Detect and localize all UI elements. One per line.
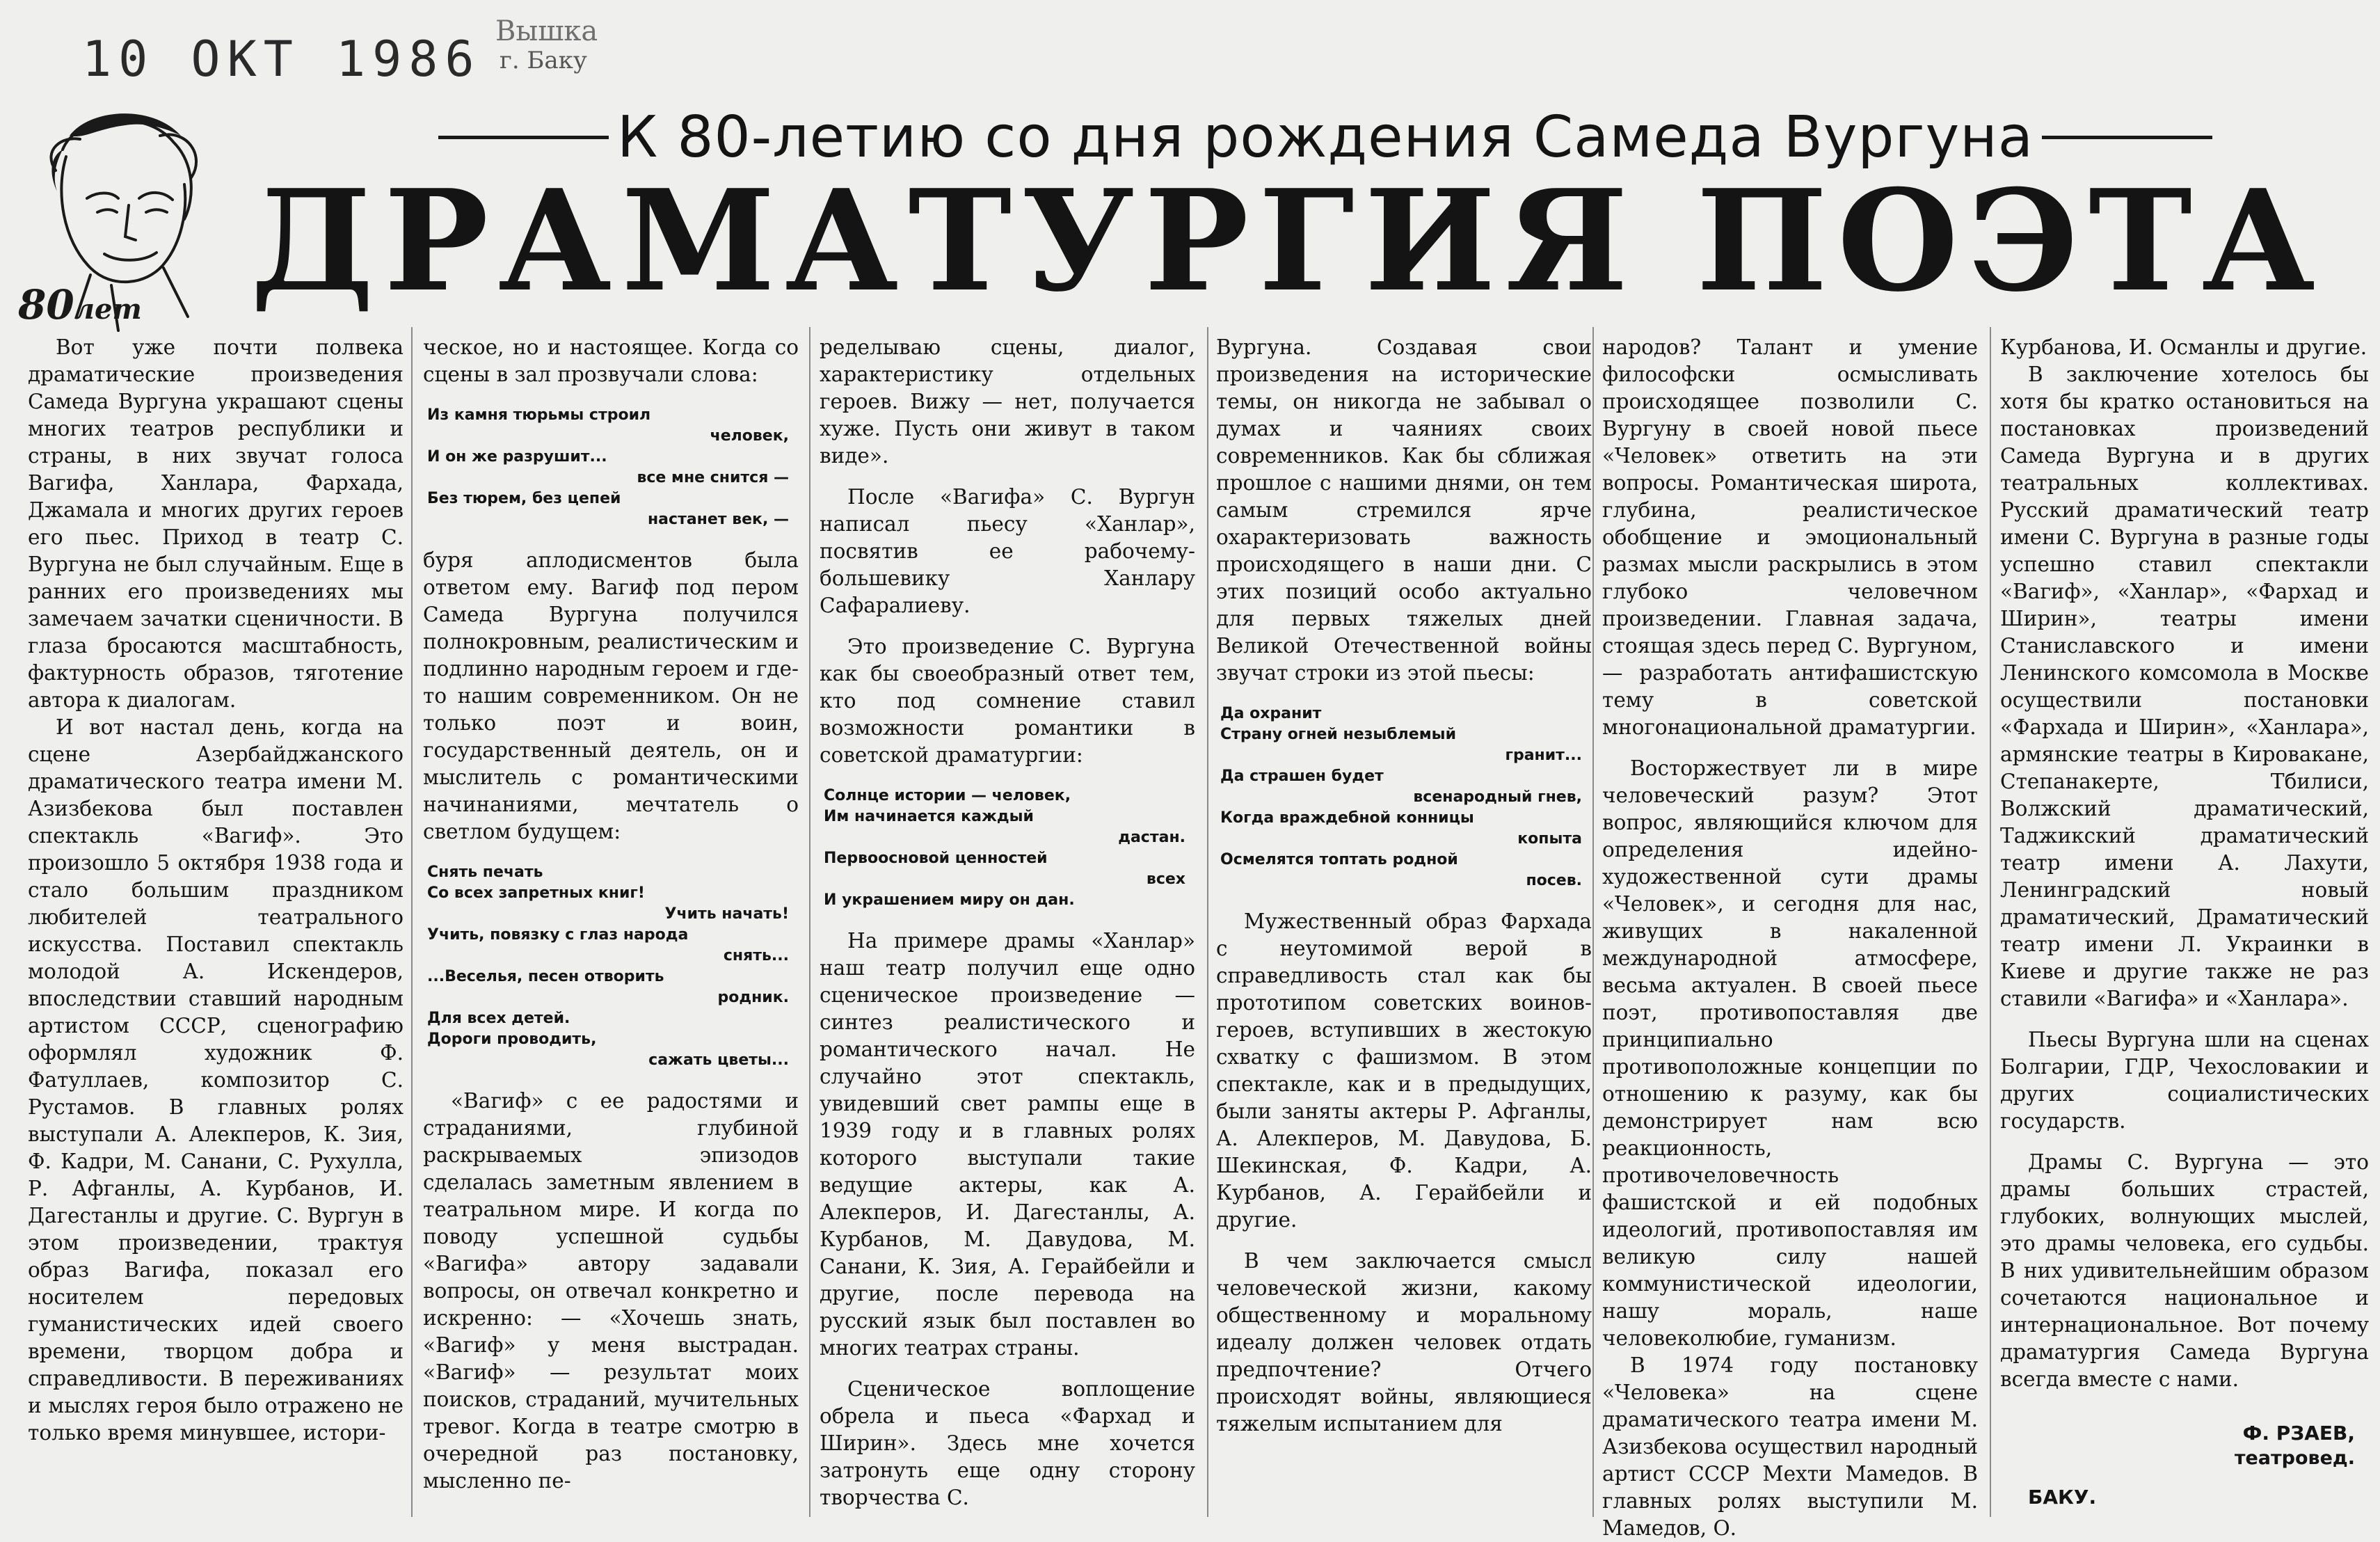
author-signature — [2000, 1421, 2369, 1510]
verse-line: Им начинается каждый — [824, 808, 1034, 825]
verse-line: Учить начать! — [664, 905, 789, 923]
verse-line: Снять печать — [427, 864, 543, 881]
anniversary-emblem — [18, 281, 142, 328]
rubric-text: К 80-летию со дня рождения Самеда Вургуна — [617, 104, 2034, 170]
paragraph: ределываю сцены, диалог, характеристику отдельных героев. Вижу — нет, получается хуже. Пусть они живут в таком виде». — [820, 335, 1195, 468]
newspaper-stamp — [495, 15, 598, 74]
paragraph: После «Вагифа» С. Вургун написал пьесу «Ханлар», посвятив ее рабочему-большевику Ханлару Сафаралиеву. — [820, 485, 1195, 617]
paragraph: Мужественный образ Фархада с неутомимой верой в справедливость стал как бы прототипом советских воинов-героев, вступивших в жестокую схватку с фашизмом. В этом спектакле, как и в предыдущих, были заняты актеры Р. Афганлы, А. Алекперов, М. Давудова, Б. Шекинская, Ф. Кадри, А. Курбанов, А. Герайбейли и другие. — [1216, 909, 1592, 1232]
paragraph: Это произведение С. Вургуна как бы своеобразный ответ тем, кто под сомнение ставил возможности романтики в советской драматургии: — [820, 635, 1195, 767]
newspaper-name: Вышка — [495, 15, 598, 47]
verse-line: человек, — [710, 427, 789, 445]
article-column-6 — [2000, 334, 2369, 1517]
spacer — [2000, 1012, 2369, 1026]
headline: ДРАМАТУРГИЯ ПОЭТА — [250, 159, 2325, 323]
verse-line: посев. — [1526, 872, 1582, 889]
verse-line: ...Веселья, песен отворить — [427, 968, 664, 985]
verse-quote — [427, 862, 799, 1071]
verse-line: И он же разрушит... — [427, 448, 607, 466]
article-column-1 — [28, 334, 404, 1517]
verse-quote — [1220, 704, 1592, 891]
author-name: Ф. РЗАЕВ, — [2242, 1422, 2355, 1445]
paragraph: Драмы С. Вургуна — это драмы больших страстей, глубоких, волнующих мыслей, это драмы человека, его судьбы. В них удивительнейшим образом сочетаются национальное и интернациональное. Вот почему драматургия Самеда Вургуна всегда вместе с нами. — [2000, 1150, 2369, 1391]
paragraph: Вургуна. Создавая свои произведения на исторические темы, он никогда не забывал о думах и чаяниях своих современников. Как бы сближая прошлое с нашими днями, он тем самым стремился ярче охарактеризовать важность происходящего в наши дни. С этих позиций особо актуально для первых тяжелых дней Великой Отечественной войны звучат строки из этой пьесы: — [1216, 335, 1592, 685]
paragraph: В чем заключается смысл человеческой жизни, какому общественному и моральному идеалу должен человек отдать предпочтение? Отчего происходят войны, являющиеся тяжелым испытанием для — [1216, 1249, 1592, 1436]
verse-line: Когда враждебной конницы — [1220, 809, 1474, 827]
verse-line: все мне снится — — [637, 469, 789, 486]
paragraph: Восторжествует ли в мире человеческий разум? Этот вопрос, являющийся ключом для определения идейно-художественной сути драмы «Человек», и сегодня для нас, живущих в накаленной международной атмосфере, весьма актуален. В своей пьесе поэт, противопоставляя две принципиально противоположные концепции по отношению к разуму, как бы демонстрирует нам всю реакционность, противочеловечность фашистской и ей подобных идеологий, противопоставляя им великую силу нашей коммунистической идеологии, нашу мораль, нашe человеколюбие, гуманизм. — [1602, 756, 1978, 1350]
verse-line: сажать цветы... — [648, 1051, 789, 1069]
verse-quote — [824, 786, 1195, 911]
archive-date-stamp: 10 ОКТ 1986 — [82, 31, 481, 88]
verse-line: Осмелятся топтать родной — [1220, 851, 1458, 868]
article-column-4 — [1216, 334, 1592, 1517]
paragraph: Курбанова, И. Османлы и другие. — [2000, 335, 2367, 359]
rubric-dash-right — [2042, 136, 2212, 139]
paragraph: В 1974 году постановку «Человека» на сцене драматического театра имени М. Азизбекова осуществил народный артист СССР Мехти Мамедов. В главных ролях выступили М. Мамедов, О. — [1602, 1353, 1978, 1540]
verse-line: Из камня тюрьмы строил — [427, 406, 651, 424]
verse-line: Страну огней незыблемый — [1220, 726, 1456, 743]
paragraph: На примере драмы «Ханлар» наш театр получил еще одно сценическое произведение — синтез реалистического и романтического начал. Не случайно этот спектакль, увидевший свет рампы еще в 1939 году и в главных ролях которого выступали такие ведущие актеры, как А. Алекперов, И. Дагестанлы, А. Курбанов, М. Давудова, М. Санани, К. Зия, А. Герайбейли и другие, после перевода на русский язык был поставлен во многих театрах страны. — [820, 929, 1195, 1360]
author-role: театровед. — [2234, 1447, 2355, 1469]
paragraph: Пьесы Вургуна шли на сценах Болгарии, ГДР, Чехословакии и других социалистических государств. — [2000, 1028, 2369, 1133]
paragraph: В заключение хотелось бы хотя бы кратко остановиться на постановках произведений Самеда Вургуна и в других театральных коллективах. Русский драматический театр имени С. Вургуна в разные годы успешно ставил спектакли «Вагиф», «Ханлар», «Фархад и Ширин», театры имени Станиславского и имени Ленинского комсомола в Москве осуществили постановки «Фархада и Ширин», «Ханлара», армянские театры в Кировакане, Степанакерте, Тбилиси, Волжский драматический, Таджикский драматический театр имени А. Лахути, Ленинградский новый драматический, Драматический театр имени Л. Украинки в Киеве и другие также не раз ставили «Вагифа» и «Ханлара». — [2000, 363, 2369, 1010]
column-rule — [1592, 327, 1594, 1517]
column-rule — [1207, 327, 1208, 1517]
verse-line: Без тюрем, без цепей — [427, 490, 621, 507]
paragraph: народов? Талант и умение философски осмысливать происходящее позволили С. Вургуну в своей новой пьесе «Человек» ответить на эти вопросы. Романтическая широта, глубина, реалистическое обобщение и эмоциональный размах мысли раскрылись в этом глубоко человечном произведении. Главная задача, стоящая здесь перед С. Вургуном, — разработать антифашистскую тему в советской многонациональной драматургии. — [1602, 335, 1978, 739]
article-column-2 — [423, 334, 799, 1517]
rubric-dash-left — [438, 136, 609, 139]
author-city: БАКУ. — [2028, 1486, 2097, 1509]
column-rule — [1990, 327, 1991, 1517]
verse-line: дастан. — [1118, 829, 1185, 846]
anniversary-number: 80 — [18, 281, 74, 328]
verse-line: всенародный гнев, — [1413, 788, 1582, 806]
paragraph: «Вагиф» с ее радостями и страданиями, глубиной раскрываемых эпизодов сделалась заметным явлением в театральном мире. И когда по поводу успешной судьбы «Вагифа» автору задавали вопросы, он отвечал конкретно и искренно: — «Хочешь знать, «Вагиф» у меня выстрадан. «Вагиф» — результат моих поисков, страданий, мучительных тревог. Когда в театре смотрю в очередной раз постановку, мысленно пе- — [423, 1089, 799, 1493]
verse-line: настанет век, — — [647, 511, 789, 528]
verse-line: всех — [1146, 871, 1185, 888]
paragraph: Вот уже почти полвека драматические произведения Самеда Вургуна украшают сцены многих театров республики и страны, в них звучат голоса Вагифа, Ханлара, Фархада, Джамала и многих других героев его пьес. Приход в театр С. Вургуна не был случайным. Еще в ранних его произведениях мы замечаем зачатки сценичности. В глаза бросаются масштабность, фактурность образов, тяготение автора к диалогам. — [28, 335, 404, 712]
spacer — [820, 1362, 1195, 1376]
verse-line: Для всех детей. — [427, 1010, 570, 1027]
newspaper-city: г. Баку — [500, 47, 587, 74]
spacer — [820, 619, 1195, 633]
verse-line: Первоосновой ценностей — [824, 850, 1048, 867]
verse-line: Солнце истории — человек, — [824, 787, 1071, 804]
verse-line: родник. — [717, 989, 789, 1006]
spacer — [820, 470, 1195, 484]
verse-line: Да охранит — [1220, 705, 1322, 722]
article-column-5 — [1602, 334, 1978, 1540]
paragraph: Сценическое воплощение обрела и пьеса «Фархад и Ширин». Здесь мне хочется затронуть еще одну сторону творчества С. — [820, 1377, 1195, 1509]
spacer — [1602, 741, 1978, 755]
anniversary-suffix: лет — [74, 293, 142, 326]
verse-line: Со всех запретных книг! — [427, 884, 645, 902]
article-column-3 — [820, 334, 1195, 1517]
spacer — [2000, 1135, 2369, 1149]
paragraph: ческое, но и настоящее. Когда со сцены в зал прозвучали слова: — [423, 335, 799, 386]
paragraph: И вот настал день, когда на сцене Азербайджанского драматического театра имени М. Азизбекова был поставлен спектакль «Вагиф». Это произошло 5 октября 1938 года и стало большим праздником любителей театрального искусства. Поставил спектакль молодой А. Искендеров, впоследствии ставший народным артистом СССР, сценографию оформлял художник Ф. Фатуллаев, композитор С. Рустамов. В главных ролях выступали А. Алекперов, К. Зия, Ф. Кадри, М. Санани, С. Рухулла, Р. Афганлы, А. Курбанов, И. Дагестанлы и другие. С. Вургун в этом произведении, трактуя образ Вагифа, показал его носителем передовых гуманистических идей своего времени, творцом добра и справедливости. В переживаниях и мыслях героя было отражено не только время минувшее, истори- — [28, 715, 404, 1445]
verse-line: Да страшен будет — [1220, 768, 1384, 785]
spacer — [1216, 1234, 1592, 1248]
verse-line: И украшением миру он дан. — [824, 891, 1075, 909]
verse-line: снять... — [723, 947, 789, 964]
column-rule — [809, 327, 810, 1517]
column-rule — [411, 327, 413, 1517]
verse-line: копыта — [1517, 830, 1582, 848]
verse-quote — [427, 405, 799, 530]
verse-line: гранит... — [1505, 747, 1582, 764]
verse-line: Учить, повязку с глаз народа — [427, 926, 689, 944]
paragraph: буря аплодисментов была ответом ему. Вагиф под пером Самеда Вургуна получился полнокровным, реалистическим и подлинно народным героем и где-то нашим современником. Он не только поэт и воин, государственный деятель, он и мыслитель с романтическими начинаниями, мечтатель о светлом будущем: — [423, 548, 799, 843]
verse-line: Дороги проводить, — [427, 1031, 597, 1048]
